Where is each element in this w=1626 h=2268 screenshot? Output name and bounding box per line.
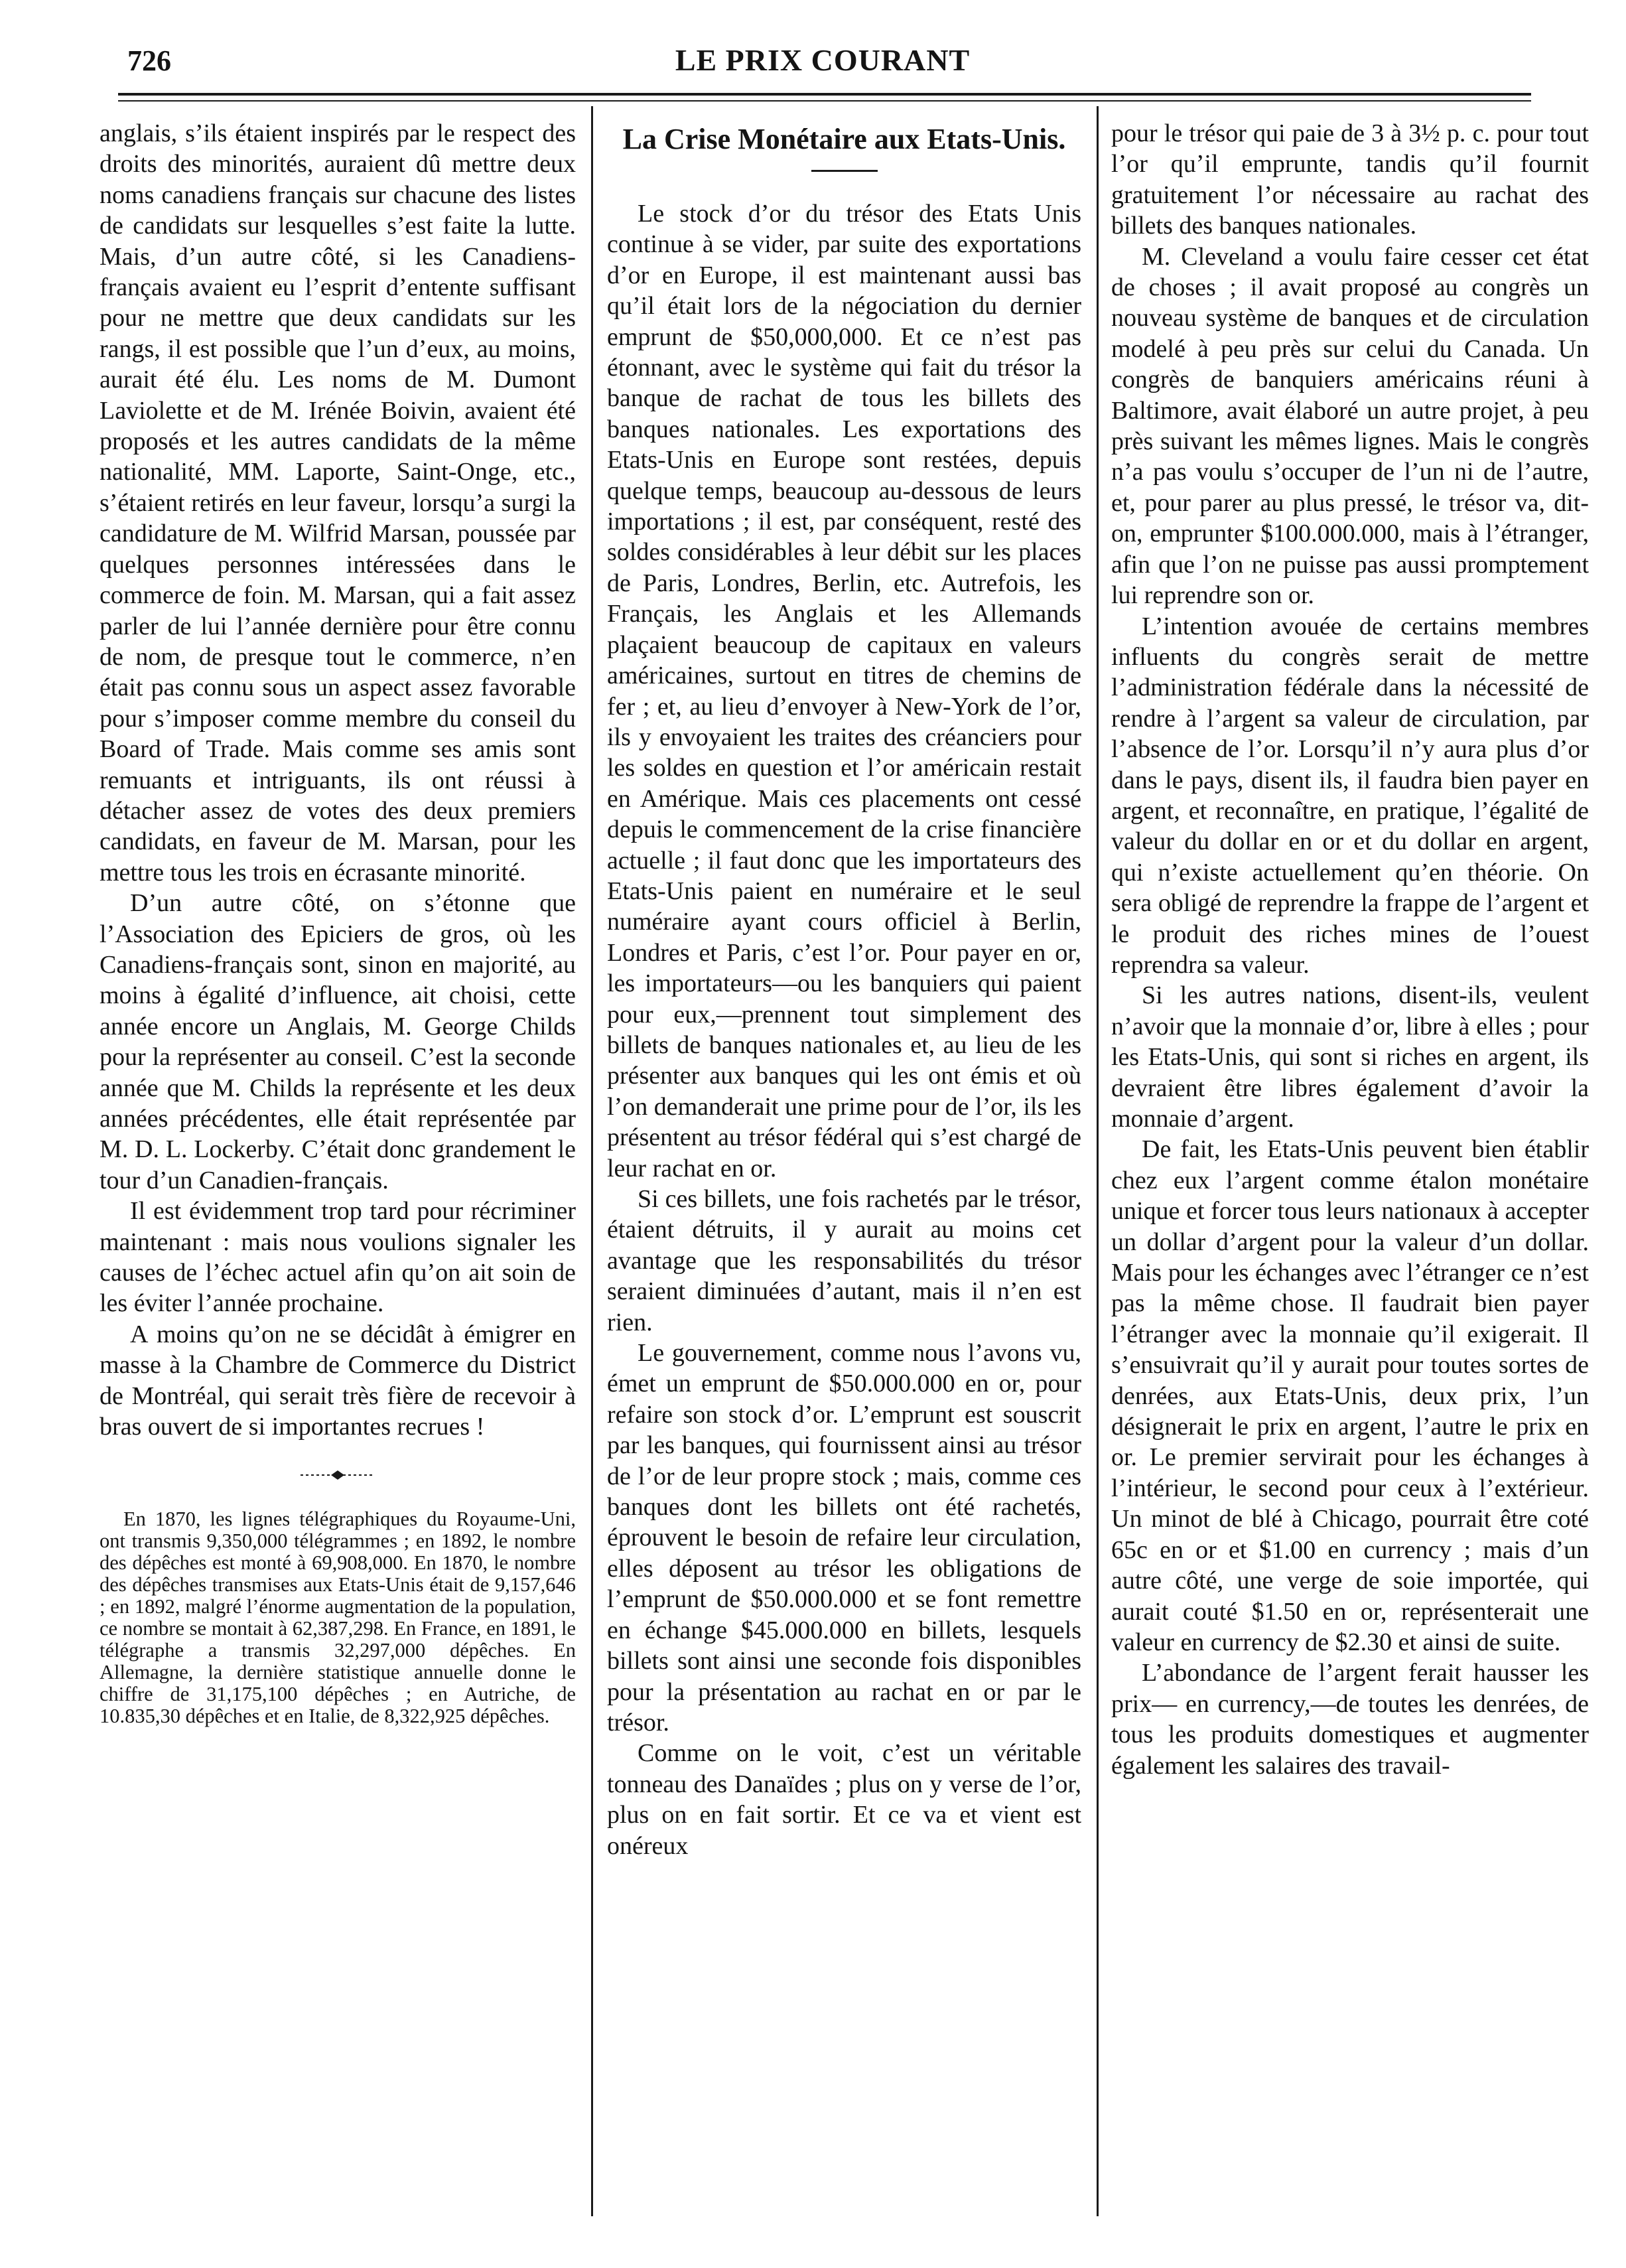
paragraph: De fait, les Etats-Unis peuvent bien établir chez eux l’argent comme étalon monétaire unique et forcer tous leurs nationaux à accepter un dollar d’argent pour la valeur d’un dollar. Mais pour les échanges avec l’étranger ce n’est pas la même chose. Il faudrait bien payer l’étranger avec la monnaie qu’il exigerait. Il s’ensuivrait qu’il y aurait pour toutes sortes de denrées, aux Etats-Unis, deux prix, l’un désignerait le prix en argent, l’autre le prix en or. Le premier servirait pour les échanges à l’intérieur, le second pour ceux à l’extérieur. Un minot de blé à Chicago, pourrait être coté 65c en or et $1.00 en currency ; mais d’un autre côté, une verge de soie importée, qui aurait couté $1.50 en or, représenterait une valeur en currency de $2.30 et ainsi de suite. bbox=[1111, 1135, 1589, 1656]
column-1 bbox=[100, 118, 576, 2215]
column-3 bbox=[1111, 118, 1589, 2215]
header-rule-thin bbox=[118, 100, 1531, 102]
page-number: 726 bbox=[127, 44, 171, 77]
title-rule bbox=[811, 170, 878, 172]
ornament-icon bbox=[298, 1465, 377, 1485]
journal-title: LE PRIX COURANT bbox=[675, 43, 971, 77]
page-header bbox=[119, 38, 1526, 85]
paragraph: Il est évidemment trop tard pour récriminer maintenant : mais nous voulions signaler les causes de l’échec actuel afin qu’on ait soin de les éviter l’année prochaine. bbox=[100, 1197, 576, 1318]
column-2 bbox=[607, 118, 1081, 2215]
footnote: En 1870, les lignes télégraphiques du Royaume-Uni, ont transmis 9,350,000 télégrammes ; en 1892, le nombre des dépêches est monté à 69,908,000. En 1870, le nombre des dépêches transmises aux Etats-Unis était de 9,157,646 ; en 1892, malgré l’énorme augmentation de la population, ce nombre se montait à 62,387,298. En France, en 1891, le télégraphe a transmis 32,297,000 dépêches. En Allemagne, la dernière statistique annuelle donne le chiffre de 31,175,100 dépêches ; en Autriche, de 10.835,30 dépêches et en Italie, de 8,322,925 dépêches. bbox=[100, 1508, 576, 1728]
column-divider bbox=[1097, 106, 1099, 2216]
paragraph: anglais, s’ils étaient inspirés par le respect des droits des minorités, auraient dû mettre deux noms canadiens français sur chacune des listes de candidats sur lesquelles s’est faite la lutte. Mais, d’un autre côté, si les Canadiens-français avaient eu l’esprit d’entente suffisant pour ne mettre que deux candidats sur les rangs, il est possible que l’un d’eux, au moins, aurait été élu. Les noms de M. Dumont Laviolette et de M. Irénée Boivin, avaient été proposés et les autres candidats de la même nationalité, MM. Laporte, Saint-Onge, etc., s’étaient retirés en leur faveur, lorsqu’a surgi la candidature de M. Wilfrid Marsan, poussée par quelques personnes intéressées dans le commerce de foin. M. Marsan, qui a fait assez parler de lui l’année dernière pour être connu de nom, de presque tout le commerce, n’en était pas connu sous un aspect assez favorable pour s’imposer comme membre du conseil du Board of Trade. Mais comme ses amis sont remuants et intriguants, ils ont réussi à détacher assez de votes des deux premiers candidats, en faveur de M. Marsan, pour les mettre tous les trois en écrasante minorité. bbox=[100, 119, 576, 886]
article-title: La Crise Monétaire aux Etats-Unis. bbox=[622, 123, 1066, 155]
paragraph: Si les autres nations, disent-ils, veulent n’avoir que la monnaie d’or, libre à elles ; pour les Etats-Unis, qui sont si riches en argent, ils devraient être libres également d’avoir la monnaie d’argent. bbox=[1111, 981, 1589, 1133]
paragraph: Le stock d’or du trésor des Etats Unis continue à se vider, par suite des exportations d’or en Europe, il est maintenant aussi bas qu’il était lors de la négociation du dernier emprunt de $50,000,000. Et ce n’est pas étonnant, avec le système qui fait du trésor la banque de rachat de tous les billets des banques nationales. Les exportations des Etats-Unis en Europe sont restées, depuis quelque temps, beaucoup au-dessous de leurs importations ; il est, par conséquent, resté des soldes considérables à leur débit sur les places de Paris, Londres, Berlin, etc. Autrefois, les Français, les Anglais et les Allemands plaçaient beaucoup de capitaux en valeurs américaines, surtout en titres de chemins de fer ; et, au lieu d’envoyer à New-York de l’or, ils y envoyaient les traites des créanciers pour les soldes en question et l’or américain restait en Amérique. Mais ces placements ont cessé depuis le commencement de la crise financière actuelle ; il faut donc que les importateurs des Etats-Unis paient en numéraire et le seul numéraire ayant cours officiel à Berlin, Londres et Paris, c’est l’or. Pour payer en or, les importateurs—ou les banquiers qui paient pour eux,—prennent tout simplement des billets de banques nationales et, au lieu de les présenter aux banques qui les ont émis et où l’on demanderait une prime pour de l’or, ils les présentent au trésor fédéral qui s’est chargé de leur rachat en or. bbox=[607, 200, 1081, 1182]
paragraph: Le gouvernement, comme nous l’avons vu, émet un emprunt de $50.000.000 en or, pour refaire son stock d’or. L’emprunt est souscrit par les banques, qui fournissent ainsi au trésor de l’or de leur propre stock ; mais, comme ces banques dont les billets ont été rachetés, éprouvent le besoin de refaire leur circulation, elles déposent au trésor les obligations de l’emprunt de $50.000.000 et se font remettre en échange $45.000.000 en billets, lesquels billets sont ainsi une seconde fois disponibles pour la présentation au rachat en or par le trésor. bbox=[607, 1339, 1081, 1736]
paragraph: D’un autre côté, on s’étonne que l’Association des Epiciers de gros, où les Canadiens-français sont, sinon en majorité, au moins à égalité d’influence, ait choisi, cette année encore un Anglais, M. George Childs pour la représenter au conseil. C’est la seconde année que M. Childs la représente et les deux années précédentes, elle était représentée par M. D. L. Lockerby. C’était donc grandement le tour d’un Canadien-français. bbox=[100, 889, 576, 1194]
paragraph: L’intention avouée de certains membres influents du congrès serait de mettre l’administration fédérale dans la nécessité de rendre à l’argent sa valeur de circulation, par l’absence de l’or. Lorsqu’il n’y aura plus d’or dans le pays, disent ils, il faudra bien payer en argent, et reconnaître, en pratique, l’égalité de valeur du dollar en or et du dollar en argent, qui n’existe actuellement qu’en théorie. On sera obligé de reprendre la frappe de l’argent et le produit des riches mines de l’ouest reprendra sa valeur. bbox=[1111, 612, 1589, 979]
paragraph: Comme on le voit, c’est un véritable tonneau des Danaïdes ; plus on y verse de l’or, plus on en fait sortir. Et ce va et vient est onéreux bbox=[607, 1739, 1081, 1860]
column-divider bbox=[591, 106, 593, 2216]
paragraph: M. Cleveland a voulu faire cesser cet état de choses ; il avait proposé au congrès un nouveau système de banques et de circulation modelé à peu près sur celui du Canada. Un congrès de banquiers américains réuni à Baltimore, avait élaboré un autre projet, à peu près suivant les mêmes lignes. Mais le congrès n’a pas voulu s’occuper de l’un ni de l’autre, et, pour parer au plus pressé, le trésor va, dit-on, emprunter $100.000.000, mais à l’étranger, afin que l’on ne puisse pas aussi promptement lui reprendre son or. bbox=[1111, 242, 1589, 610]
header-rule bbox=[118, 93, 1531, 96]
paragraph: Si ces billets, une fois rachetés par le trésor, étaient détruits, il y aurait au moins cet avantage que les responsabilités du trésor seraient diminuées d’autant, mais il n’en est rien. bbox=[607, 1185, 1081, 1336]
section-ornament bbox=[100, 1462, 576, 1482]
paragraph: L’abondance de l’argent ferait hausser les prix— en currency,—de toutes les denrées, de tous les produits domestiques et augmenter également les salaires des travail- bbox=[1111, 1659, 1589, 1780]
paragraph: A moins qu’on ne se décidât à émigrer en masse à la Chambre de Commerce du District de Montréal, qui serait très fière de recevoir à bras ouvert de si importantes recrues ! bbox=[100, 1320, 576, 1441]
paragraph: pour le trésor qui paie de 3 à 3½ p. c. pour tout l’or qu’il emprunte, tandis qu’il fournit gratuitement l’or nécessaire au rachat des billets des banques nationales. bbox=[1111, 119, 1589, 240]
